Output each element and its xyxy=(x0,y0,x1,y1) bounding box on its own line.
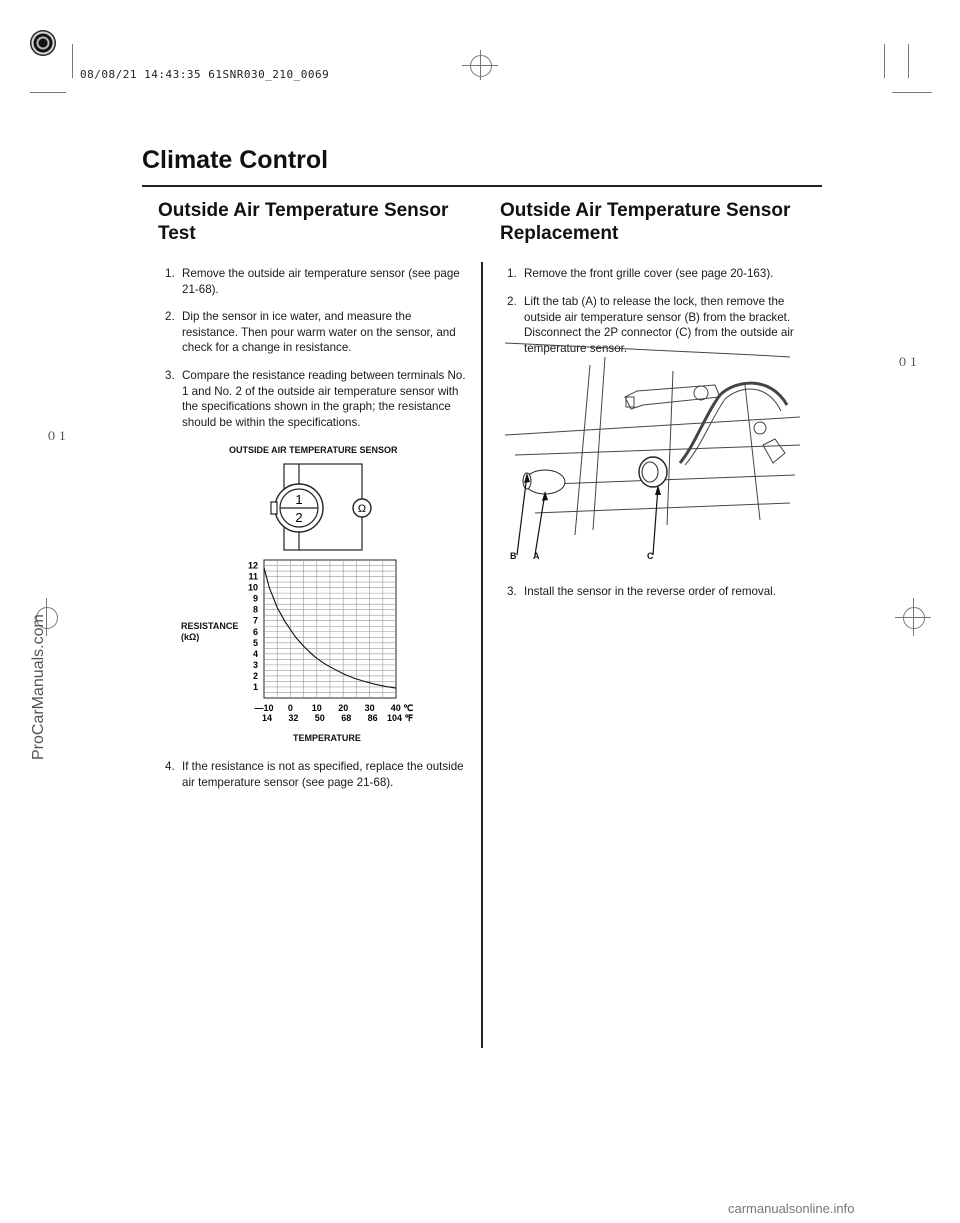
print-stamp: 08/08/21 14:43:35 61SNR030_210_0069 xyxy=(80,68,330,81)
replace-step-1 xyxy=(507,266,817,282)
step-number: 3. xyxy=(507,585,517,598)
crop-mark xyxy=(72,44,73,78)
x-tick-label-fahrenheit: 104 ℉ xyxy=(386,713,414,723)
sensor-connector-diagram xyxy=(262,462,382,554)
y-tick-label: 9 xyxy=(252,593,258,604)
body-panel-line xyxy=(515,445,800,455)
bracket-bolt xyxy=(694,386,708,400)
section-title-replacement xyxy=(500,199,790,245)
step-text: Dip the sensor in ice water, and measure the resistance. Then pour warm water on the sensor, and check for a change in resistance. xyxy=(182,310,456,354)
bottom-watermark: carmanualsonline.info xyxy=(728,1201,855,1216)
2p-connector-face xyxy=(642,462,658,482)
margin-mark: ０１ xyxy=(897,356,919,369)
x-tick-label-fahrenheit: 86 xyxy=(367,713,378,723)
step-text: Lift the tab (A) to release the lock, then remove the outside air temperature sensor (B) from the bracket. Disconnect the 2P connector (C) from the outside air temperature sensor. xyxy=(524,295,794,355)
side-watermark: ProCarManuals.com xyxy=(30,614,47,760)
body-panel-line xyxy=(505,343,790,357)
test-step-1 xyxy=(165,266,465,297)
y-tick-label: 1 xyxy=(252,681,258,692)
y-tick-label: 3 xyxy=(252,659,258,670)
step-text: Remove the front grille cover (see page 20-163). xyxy=(524,267,774,280)
title-rule xyxy=(142,185,822,187)
x-tick-label-celsius: 20 xyxy=(338,703,349,713)
margin-mark: ０１ xyxy=(46,430,68,443)
crop-mark xyxy=(884,44,885,78)
callout-leader-b xyxy=(517,475,527,555)
section-title-test xyxy=(158,199,448,245)
wire-harness xyxy=(685,389,781,465)
step-text: Install the sensor in the reverse order of removal. xyxy=(524,585,776,598)
terminal-1-label: 1 xyxy=(295,492,303,507)
ohm-symbol: Ω xyxy=(357,503,367,515)
crop-mark xyxy=(895,617,931,618)
step-number: 1. xyxy=(165,267,175,280)
step-number: 1. xyxy=(507,267,517,280)
chart-ylabel xyxy=(181,621,238,643)
replace-step-3 xyxy=(507,584,817,600)
step-text: If the resistance is not as specified, replace the outside air temperature sensor (see page 21-68). xyxy=(182,760,464,789)
crop-mark xyxy=(30,92,66,93)
x-tick-label-celsius: —10 xyxy=(254,703,274,713)
clip xyxy=(763,439,785,463)
crop-mark xyxy=(892,92,932,93)
step-number: 2. xyxy=(165,310,175,323)
clip-bolt xyxy=(754,422,766,434)
x-tick-label-fahrenheit: 50 xyxy=(314,713,325,723)
crosshair-target xyxy=(470,55,492,77)
y-tick-label: 2 xyxy=(252,670,258,681)
crop-mark xyxy=(908,44,909,78)
terminal-2-label: 2 xyxy=(295,510,303,525)
grille-edge xyxy=(575,365,590,535)
x-tick-label-celsius: 0 xyxy=(287,703,293,713)
page-title: Climate Control xyxy=(142,146,329,174)
test-step-3 xyxy=(165,368,467,430)
step-text: Remove the outside air temperature sensor (see page 21-68). xyxy=(182,267,460,296)
y-tick-label: 8 xyxy=(252,604,258,615)
step-number: 4. xyxy=(165,760,175,773)
y-tick-label: 12 xyxy=(247,560,258,571)
chart-ylabel-line: RESISTANCE xyxy=(181,621,239,631)
grille-edge xyxy=(745,385,760,520)
crop-mark xyxy=(462,65,498,66)
step-text: Compare the resistance reading between terminals No. 1 and No. 2 of the outside air temperature sensor with the specifications shown in the graph; the resistance should be within the specifications. xyxy=(182,369,466,429)
y-tick-label: 7 xyxy=(252,615,258,626)
x-tick-label-celsius: 30 xyxy=(364,703,375,713)
x-tick-label-fahrenheit: 68 xyxy=(341,713,352,723)
step-number: 2. xyxy=(507,295,517,308)
callout-leader-a xyxy=(535,493,545,555)
section-title-line: Test xyxy=(158,223,196,244)
callout-leader-c xyxy=(653,487,658,555)
x-tick-label-fahrenheit: 32 xyxy=(288,713,299,723)
section-title-line: Outside Air Temperature Sensor xyxy=(158,200,449,221)
x-tick-label-fahrenheit: 14 xyxy=(261,713,273,723)
resistance-temperature-chart xyxy=(232,552,454,752)
y-tick-label: 4 xyxy=(252,648,258,659)
chart-xlabel: TEMPERATURE xyxy=(293,733,361,743)
chart-ylabel-line: (kΩ) xyxy=(181,632,200,642)
y-tick-label: 11 xyxy=(248,571,258,582)
test-step-2 xyxy=(165,309,465,356)
section-title-line: Replacement xyxy=(500,223,619,244)
test-step-4 xyxy=(165,759,465,790)
callout-a: A xyxy=(533,551,540,561)
callout-b: B xyxy=(510,551,517,561)
step-number: 3. xyxy=(165,369,175,382)
sensor-label: OUTSIDE AIR TEMPERATURE SENSOR xyxy=(229,445,398,455)
grille-edge xyxy=(667,371,673,525)
x-tick-label-celsius: 10 xyxy=(311,703,322,713)
y-tick-label: 10 xyxy=(247,582,258,593)
column-divider xyxy=(481,262,483,1048)
sensor-removal-illustration xyxy=(505,335,800,560)
connector-lock-tab xyxy=(271,502,277,514)
y-tick-label: 6 xyxy=(252,626,258,637)
crosshair-target xyxy=(903,607,925,629)
registration-target-top-left xyxy=(30,30,56,56)
bracket xyxy=(625,385,720,409)
y-tick-label: 5 xyxy=(252,637,258,648)
section-title-line: Outside Air Temperature Sensor xyxy=(500,200,791,221)
body-panel-line xyxy=(535,503,790,513)
x-tick-label-celsius: 40 ℃ xyxy=(390,703,414,713)
grille-edge xyxy=(593,357,605,530)
callout-c: C xyxy=(647,551,654,561)
